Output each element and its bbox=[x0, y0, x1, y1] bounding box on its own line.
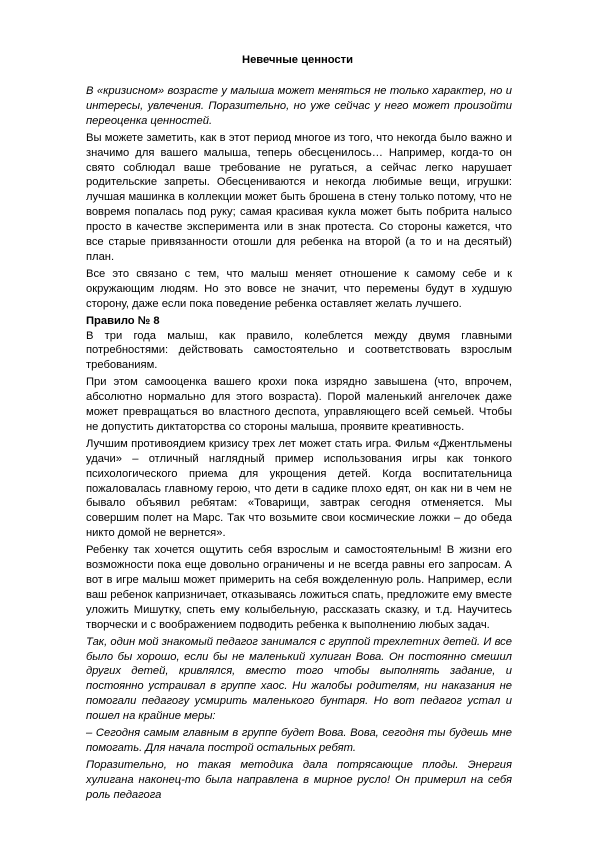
paragraph: Вы можете заметить, как в этот период многое из того, что некогда было важно и значимо для вашего малыша, теперь обесценилось… Например, когда-то он свято соблюдал ваше требование не ругаться, а сейчас легко нарушает родительские запреты. Обесцениваются и некогда любимые вещи, игрушки: лучшая машинка в коллекции может быть брошена в стену только потому, что не вовремя попалась под руку; самая красивая кукла может быть побрита налысо просто в качестве эксперимента или в знак протеста. Со стороны кажется, что все старые привязанности отошли для ребенка на второй (а то и на десятый) план. bbox=[86, 131, 512, 263]
paragraph-intro: В «кризисном» возрасте у малыша может меняться не только характер, но и интересы, увлечения. Поразительно, но уже сейчас у него может произойти переоценка ценностей. bbox=[86, 85, 512, 127]
paragraph: Все это связано с тем, что малыш меняет отношение к самому себе и к окружающим людям. Но это вовсе не значит, что перемены будут в худшую сторону, даже если пока поведение ребенка оставляет желать лучшего. bbox=[86, 267, 512, 310]
paragraph: При этом самооценка вашего крохи пока изрядно завышена (что, впрочем, абсолютно нормально для этого возраста). Порой маленький ангелочек даже может превращаться во властного деспота, управляющего всей семьей. Чтобы не допустить диктаторства со стороны малыша, проявите креативность. bbox=[86, 376, 512, 433]
paragraph: Ребенку так хочется ощутить себя взрослым и самостоятельным! В жизни его возможности пока еще довольно ограничены и не всегда равны его запросам. А вот в игре малыш может примерить на себя вожделенную роль. Например, если ваш ребенок капризничает, отказываясь ложиться спать, предложите ему вместе уложить Мишутку, спеть ему колыбельную, рассказать сказку, и т.д. Научитесь творчески и с воображением подводить ребенка к выполнению любых задач. bbox=[86, 544, 512, 631]
paragraph-example: Так, один мой знакомый педагог занимался с группой трехлетних детей. И все было бы хорошо, если бы не маленький хулиган Вова. Он постоянно смешил других детей, кривлялся, вместо того чтобы выполнять задание, и постоянно устраивал в группе хаос. Ни жалобы родителям, ни наказания не помогали педагогу усмирить маленького бунтаря. Но вот педагог устал и пошел на крайние меры: bbox=[86, 635, 512, 723]
paragraph: Лучшим противоядием кризису трех лет может стать игра. Фильм «Джентльмены удачи» – отличный наглядный пример использования игры как тонкого психологического приема для укрощения детей. Когда воспитательница пожаловалась главному герою, что дети в садике плохо едят, он как ни в чем не бывало объявил ребятам: «Товарищи, завтрак сегодня отменяется. Мы совершим полет на Марс. Так что возьмите свои космические ложки – до обеда никто домой не вернется». bbox=[86, 437, 512, 540]
paragraph-example-end: Поразительно, но такая методика дала потрясающие плоды. Энергия хулигана наконец-то была направлена в мирное русло! Он примерил на себя роль педагога bbox=[86, 758, 512, 801]
document-title: Невечные ценности bbox=[242, 54, 353, 66]
paragraph-quote: – Сегодня самым главным в группе будет Вова. Вова, сегодня ты будешь мне помогать. Для начала построй остальных ребят. bbox=[86, 727, 512, 754]
document-body bbox=[86, 84, 512, 805]
section-heading: Правило № 8 bbox=[86, 314, 160, 327]
paragraph: В три года малыш, как правило, колеблется между двумя главными потребностями: действовать самостоятельно и соответствовать взрослым требованиям. bbox=[86, 329, 512, 372]
